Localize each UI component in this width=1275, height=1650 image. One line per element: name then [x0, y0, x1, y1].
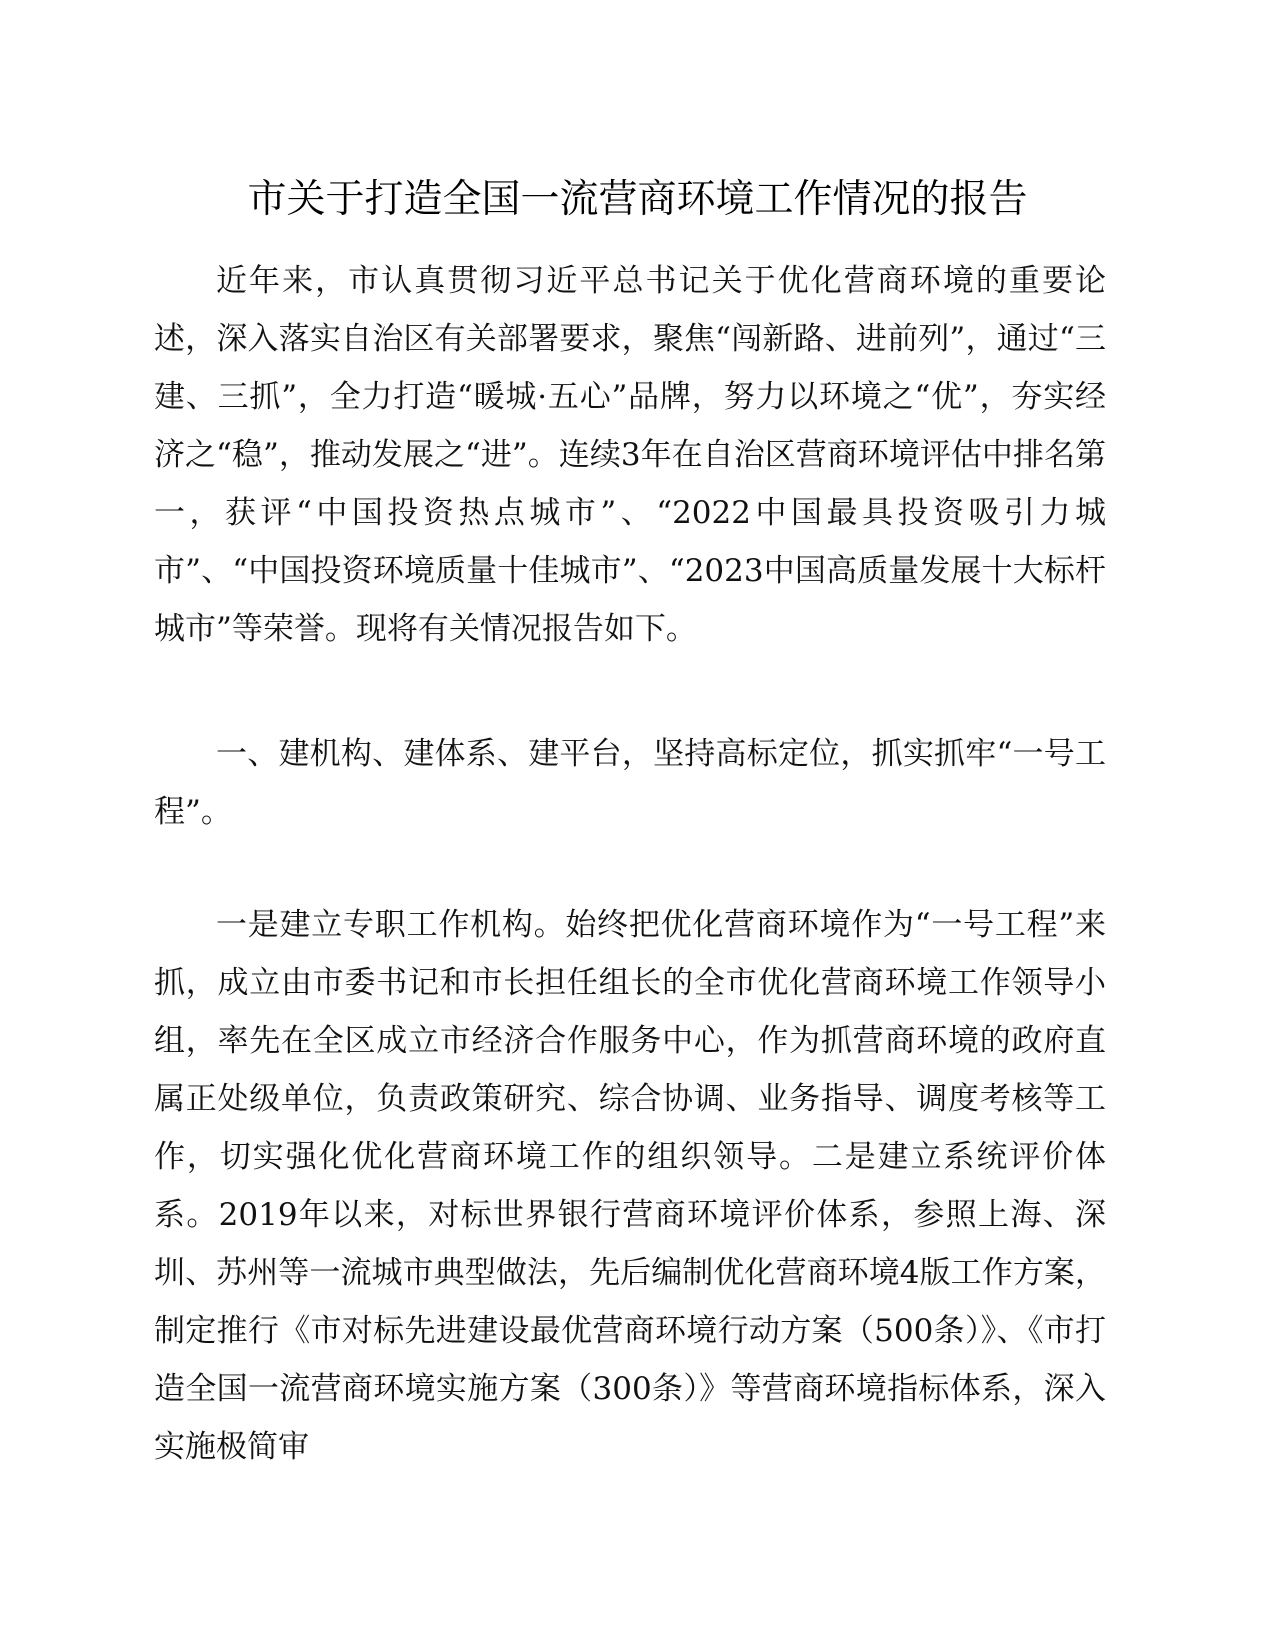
- paragraph-section-one-text: 一是建立专职工作机构。始终把优化营商环境作为“一号工程”来抓，成立由市委书记和市长担任组长的全市优化营商环境工作领导小组，率先在全区成立市经济合作服务中心，作为抓营商环境的政府直属正处级单位，负责政策研究、综合协调、业务指导、调度考核等工作，切实强化优化营商环境工作的组织领导。二是建立系统评价体系。2019年以来，对标世界银行营商环境评价体系，参照上海、深圳、苏州等一流城市典型做法，先后编制优化营商环境4版工作方案，制定推行《市对标先进建设最优营商环境行动方案（500条）》、《市打造全国一流营商环境实施方案（300条）》等营商环境指标体系，深入实施极简审: [154, 907, 1106, 1465]
- paragraph-intro-text: 近年来，市认真贯彻习近平总书记关于优化营商环境的重要论述，深入落实自治区有关部署要求，聚焦“闯新路、进前列”，通过“三建、三抓”，全力打造“暖城·五心”品牌，努力以环境之“优”，夯实经济之“稳”，推动发展之“进”。连续3年在自治区营商环境评估中排名第一，获评“中国投资热点城市”、“2022中国最具投资吸引力城市”、“中国投资环境质量十佳城市”、“2023中国高质量发展十大标杆城市”等荣誉。现将有关情况报告如下。: [154, 263, 1106, 647]
- paragraph-intro: [154, 252, 1106, 658]
- paragraph-section-one: [154, 896, 1106, 1476]
- section-heading-one: [154, 725, 1106, 841]
- section-heading-one-text: 一、建机构、建体系、建平台，坚持高标定位，抓实抓牢“一号工程”。: [154, 736, 1106, 830]
- document-title: 市关于打造全国一流营商环境工作情况的报告: [247, 177, 1028, 222]
